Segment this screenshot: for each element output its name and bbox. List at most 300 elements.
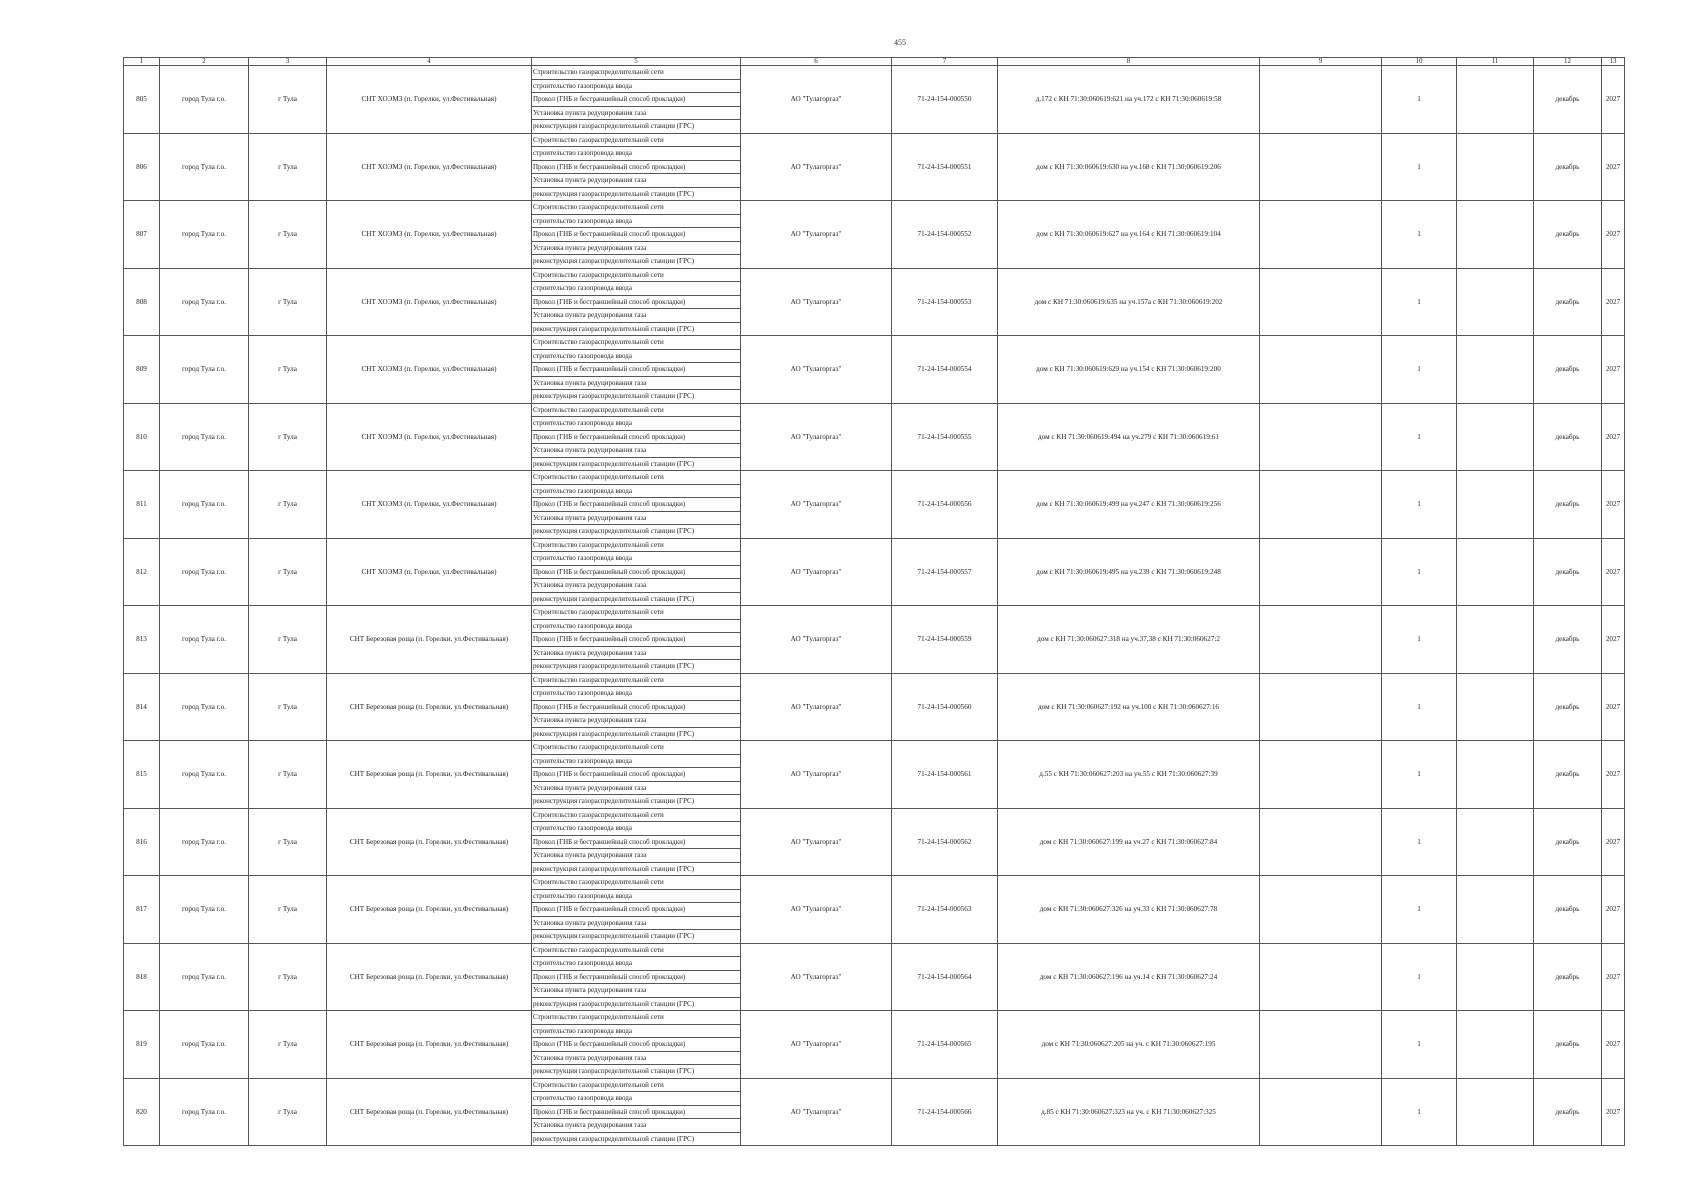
row-number-cell: 805 xyxy=(124,66,160,134)
month-cell: декабрь xyxy=(1534,268,1602,336)
column-11-cell xyxy=(1457,268,1534,336)
year-cell: 2027 xyxy=(1602,1011,1625,1079)
work-type-cell: Прокол (ГНБ и бестраншейный способ прокладки) xyxy=(532,903,741,917)
quantity-cell: 1 xyxy=(1382,673,1457,741)
work-type-cell: Установка пункта редуцирования газа xyxy=(532,174,741,188)
address-cell: дом с КН 71:30:060627:196 на уч.14 с КН 71:30:060627:24 xyxy=(998,943,1260,1011)
locality-cell: г Тула xyxy=(249,403,327,471)
column-9-cell xyxy=(1260,606,1382,674)
row-number-cell: 815 xyxy=(124,741,160,809)
district-cell: город Тула г.о. xyxy=(160,876,249,944)
object-name-cell: СНТ Березовая роща (п. Горелки, ул.Фестивальная) xyxy=(327,808,532,876)
work-type-cell: реконструкция газораспределительной станции (ГРС) xyxy=(532,795,741,809)
column-11-cell xyxy=(1457,808,1534,876)
work-type-cell: реконструкция газораспределительной станции (ГРС) xyxy=(532,390,741,404)
district-cell: город Тула г.о. xyxy=(160,673,249,741)
year-cell: 2027 xyxy=(1602,876,1625,944)
month-cell: декабрь xyxy=(1534,201,1602,269)
object-name-cell: СНТ ХОЭМЗ (п. Горелки, ул.Фестивальная) xyxy=(327,471,532,539)
column-header-row xyxy=(124,58,1625,66)
row-number-cell: 808 xyxy=(124,268,160,336)
quantity-cell: 1 xyxy=(1382,741,1457,809)
work-type-cell: строительство газопровода ввода xyxy=(532,754,741,768)
column-header: 6 xyxy=(741,58,892,66)
work-type-cell: строительство газопровода ввода xyxy=(532,79,741,93)
year-cell: 2027 xyxy=(1602,336,1625,404)
column-header: 1 xyxy=(124,58,160,66)
table-row xyxy=(124,943,1625,957)
work-type-cell: Прокол (ГНБ и бестраншейный способ прокладки) xyxy=(532,160,741,174)
address-cell: дом с КН 71:30:060619:499 на уч.247 с КН 71:30:060619:256 xyxy=(998,471,1260,539)
table-row xyxy=(124,66,1625,80)
row-number-cell: 812 xyxy=(124,538,160,606)
district-cell: город Тула г.о. xyxy=(160,66,249,134)
work-type-cell: Прокол (ГНБ и бестраншейный способ прокладки) xyxy=(532,1105,741,1119)
district-cell: город Тула г.о. xyxy=(160,471,249,539)
application-code-cell: 71-24-154-000562 xyxy=(892,808,998,876)
work-type-cell: Прокол (ГНБ и бестраншейный способ прокладки) xyxy=(532,93,741,107)
column-9-cell xyxy=(1260,876,1382,944)
table-row xyxy=(124,606,1625,620)
table-row xyxy=(124,808,1625,822)
address-cell: дом с КН 71:30:060619:629 на уч.154 с КН 71:30:060619:200 xyxy=(998,336,1260,404)
year-cell: 2027 xyxy=(1602,741,1625,809)
quantity-cell: 1 xyxy=(1382,403,1457,471)
work-type-cell: строительство газопровода ввода xyxy=(532,1092,741,1106)
work-type-cell: Прокол (ГНБ и бестраншейный способ прокладки) xyxy=(532,970,741,984)
year-cell: 2027 xyxy=(1602,673,1625,741)
month-cell: декабрь xyxy=(1534,943,1602,1011)
table-row xyxy=(124,336,1625,350)
column-header: 10 xyxy=(1382,58,1457,66)
table-row xyxy=(124,741,1625,755)
column-11-cell xyxy=(1457,336,1534,404)
year-cell: 2027 xyxy=(1602,606,1625,674)
row-number-cell: 810 xyxy=(124,403,160,471)
address-cell: дом с КН 71:30:060619:495 на уч.239 с КН 71:30:060619:248 xyxy=(998,538,1260,606)
address-cell: дом с КН 71:30:060627:205 на уч. с КН 71:30:060627:195 xyxy=(998,1011,1260,1079)
work-type-cell: строительство газопровода ввода xyxy=(532,417,741,431)
table-row xyxy=(124,133,1625,147)
organization-cell: АО "Тулагоргаз" xyxy=(741,1078,892,1146)
work-type-cell: Установка пункта редуцирования газа xyxy=(532,714,741,728)
work-type-cell: реконструкция газораспределительной станции (ГРС) xyxy=(532,120,741,134)
column-11-cell xyxy=(1457,1078,1534,1146)
district-cell: город Тула г.о. xyxy=(160,133,249,201)
row-number-cell: 817 xyxy=(124,876,160,944)
column-11-cell xyxy=(1457,943,1534,1011)
work-type-cell: Строительство газораспределительной сети xyxy=(532,606,741,620)
quantity-cell: 1 xyxy=(1382,336,1457,404)
quantity-cell: 1 xyxy=(1382,1078,1457,1146)
column-9-cell xyxy=(1260,336,1382,404)
organization-cell: АО "Тулагоргаз" xyxy=(741,808,892,876)
work-type-cell: реконструкция газораспределительной станции (ГРС) xyxy=(532,1132,741,1146)
organization-cell: АО "Тулагоргаз" xyxy=(741,876,892,944)
work-type-cell: строительство газопровода ввода xyxy=(532,1024,741,1038)
address-cell: дом с КН 71:30:060619:630 на уч.168 с КН 71:30:060619:206 xyxy=(998,133,1260,201)
work-type-cell: Строительство газораспределительной сети xyxy=(532,1078,741,1092)
row-number-cell: 819 xyxy=(124,1011,160,1079)
work-type-cell: Установка пункта редуцирования газа xyxy=(532,916,741,930)
district-cell: город Тула г.о. xyxy=(160,336,249,404)
column-9-cell xyxy=(1260,133,1382,201)
work-type-cell: Прокол (ГНБ и бестраншейный способ прокладки) xyxy=(532,700,741,714)
month-cell: декабрь xyxy=(1534,538,1602,606)
application-code-cell: 71-24-154-000556 xyxy=(892,471,998,539)
column-11-cell xyxy=(1457,403,1534,471)
column-header: 13 xyxy=(1602,58,1625,66)
column-9-cell xyxy=(1260,1011,1382,1079)
organization-cell: АО "Тулагоргаз" xyxy=(741,66,892,134)
column-11-cell xyxy=(1457,1011,1534,1079)
column-11-cell xyxy=(1457,471,1534,539)
row-number-cell: 820 xyxy=(124,1078,160,1146)
column-9-cell xyxy=(1260,268,1382,336)
quantity-cell: 1 xyxy=(1382,268,1457,336)
row-number-cell: 809 xyxy=(124,336,160,404)
district-cell: город Тула г.о. xyxy=(160,1078,249,1146)
column-11-cell xyxy=(1457,741,1534,809)
quantity-cell: 1 xyxy=(1382,133,1457,201)
year-cell: 2027 xyxy=(1602,1078,1625,1146)
object-name-cell: СНТ ХОЭМЗ (п. Горелки, ул.Фестивальная) xyxy=(327,268,532,336)
work-type-cell: Установка пункта редуцирования газа xyxy=(532,1051,741,1065)
month-cell: декабрь xyxy=(1534,471,1602,539)
application-code-cell: 71-24-154-000566 xyxy=(892,1078,998,1146)
row-number-cell: 818 xyxy=(124,943,160,1011)
locality-cell: г Тула xyxy=(249,201,327,269)
work-type-cell: реконструкция газораспределительной станции (ГРС) xyxy=(532,862,741,876)
year-cell: 2027 xyxy=(1602,943,1625,1011)
work-type-cell: Установка пункта редуцирования газа xyxy=(532,511,741,525)
organization-cell: АО "Тулагоргаз" xyxy=(741,268,892,336)
work-type-cell: строительство газопровода ввода xyxy=(532,214,741,228)
work-type-cell: реконструкция газораспределительной станции (ГРС) xyxy=(532,525,741,539)
application-code-cell: 71-24-154-000564 xyxy=(892,943,998,1011)
year-cell: 2027 xyxy=(1602,403,1625,471)
column-9-cell xyxy=(1260,66,1382,134)
address-cell: дом с КН 71:30:060627:199 на уч.27 с КН 71:30:060627:84 xyxy=(998,808,1260,876)
column-11-cell xyxy=(1457,538,1534,606)
row-number-cell: 811 xyxy=(124,471,160,539)
work-type-cell: Установка пункта редуцирования газа xyxy=(532,984,741,998)
quantity-cell: 1 xyxy=(1382,201,1457,269)
column-9-cell xyxy=(1260,741,1382,809)
locality-cell: г Тула xyxy=(249,876,327,944)
application-code-cell: 71-24-154-000563 xyxy=(892,876,998,944)
address-cell: д.172 с КН 71:30:060619:621 на уч.172 с КН 71:30:060619:58 xyxy=(998,66,1260,134)
column-11-cell xyxy=(1457,606,1534,674)
organization-cell: АО "Тулагоргаз" xyxy=(741,538,892,606)
column-header: 7 xyxy=(892,58,998,66)
quantity-cell: 1 xyxy=(1382,66,1457,134)
work-type-cell: строительство газопровода ввода xyxy=(532,687,741,701)
column-header: 9 xyxy=(1260,58,1382,66)
address-cell: дом с КН 71:30:060619:627 на уч.164 с КН 71:30:060619:104 xyxy=(998,201,1260,269)
table-row xyxy=(124,403,1625,417)
work-type-cell: Строительство газораспределительной сети xyxy=(532,201,741,215)
work-type-cell: реконструкция газораспределительной станции (ГРС) xyxy=(532,592,741,606)
row-number-cell: 814 xyxy=(124,673,160,741)
work-type-cell: реконструкция газораспределительной станции (ГРС) xyxy=(532,457,741,471)
work-type-cell: Строительство газораспределительной сети xyxy=(532,1011,741,1025)
year-cell: 2027 xyxy=(1602,133,1625,201)
work-type-cell: Прокол (ГНБ и бестраншейный способ прокладки) xyxy=(532,768,741,782)
locality-cell: г Тула xyxy=(249,1078,327,1146)
month-cell: декабрь xyxy=(1534,1078,1602,1146)
work-type-cell: Строительство газораспределительной сети xyxy=(532,943,741,957)
table-row xyxy=(124,673,1625,687)
district-cell: город Тула г.о. xyxy=(160,538,249,606)
column-9-cell xyxy=(1260,673,1382,741)
locality-cell: г Тула xyxy=(249,133,327,201)
application-code-cell: 71-24-154-000551 xyxy=(892,133,998,201)
work-type-cell: реконструкция газораспределительной станции (ГРС) xyxy=(532,660,741,674)
application-code-cell: 71-24-154-000561 xyxy=(892,741,998,809)
district-cell: город Тула г.о. xyxy=(160,201,249,269)
object-name-cell: СНТ ХОЭМЗ (п. Горелки, ул.Фестивальная) xyxy=(327,133,532,201)
quantity-cell: 1 xyxy=(1382,876,1457,944)
district-cell: город Тула г.о. xyxy=(160,943,249,1011)
work-type-cell: Прокол (ГНБ и бестраншейный способ прокладки) xyxy=(532,430,741,444)
locality-cell: г Тула xyxy=(249,66,327,134)
page-number: 455 xyxy=(894,38,906,47)
application-code-cell: 71-24-154-000559 xyxy=(892,606,998,674)
column-header: 12 xyxy=(1534,58,1602,66)
work-type-cell: Строительство газораспределительной сети xyxy=(532,538,741,552)
locality-cell: г Тула xyxy=(249,673,327,741)
address-cell: д.85 с КН 71:30:060627:323 на уч. с КН 71:30:060627:325 xyxy=(998,1078,1260,1146)
application-code-cell: 71-24-154-000565 xyxy=(892,1011,998,1079)
month-cell: декабрь xyxy=(1534,66,1602,134)
application-code-cell: 71-24-154-000555 xyxy=(892,403,998,471)
column-9-cell xyxy=(1260,1078,1382,1146)
work-type-cell: Прокол (ГНБ и бестраншейный способ прокладки) xyxy=(532,363,741,377)
year-cell: 2027 xyxy=(1602,201,1625,269)
year-cell: 2027 xyxy=(1602,808,1625,876)
table-row xyxy=(124,538,1625,552)
work-type-cell: Строительство газораспределительной сети xyxy=(532,876,741,890)
work-type-cell: Установка пункта редуцирования газа xyxy=(532,781,741,795)
object-name-cell: СНТ ХОЭМЗ (п. Горелки, ул.Фестивальная) xyxy=(327,403,532,471)
object-name-cell: СНТ Березовая роща (п. Горелки, ул.Фестивальная) xyxy=(327,673,532,741)
work-type-cell: строительство газопровода ввода xyxy=(532,619,741,633)
locality-cell: г Тула xyxy=(249,268,327,336)
work-type-cell: строительство газопровода ввода xyxy=(532,282,741,296)
address-cell: дом с КН 71:30:060619:635 на уч.157а с КН 71:30:060619:202 xyxy=(998,268,1260,336)
organization-cell: АО "Тулагоргаз" xyxy=(741,201,892,269)
locality-cell: г Тула xyxy=(249,741,327,809)
column-9-cell xyxy=(1260,403,1382,471)
column-11-cell xyxy=(1457,673,1534,741)
work-type-cell: Прокол (ГНБ и бестраншейный способ прокладки) xyxy=(532,633,741,647)
district-cell: город Тула г.о. xyxy=(160,741,249,809)
address-cell: дом с КН 71:30:060627:318 на уч.37,38 с КН 71:30:060627:2 xyxy=(998,606,1260,674)
work-type-cell: Строительство газораспределительной сети xyxy=(532,66,741,80)
quantity-cell: 1 xyxy=(1382,606,1457,674)
organization-cell: АО "Тулагоргаз" xyxy=(741,403,892,471)
quantity-cell: 1 xyxy=(1382,538,1457,606)
column-header: 11 xyxy=(1457,58,1534,66)
organization-cell: АО "Тулагоргаз" xyxy=(741,336,892,404)
object-name-cell: СНТ Березовая роща (п. Горелки, ул.Фестивальная) xyxy=(327,606,532,674)
organization-cell: АО "Тулагоргаз" xyxy=(741,673,892,741)
work-type-cell: реконструкция газораспределительной станции (ГРС) xyxy=(532,997,741,1011)
work-type-cell: Строительство газораспределительной сети xyxy=(532,336,741,350)
column-header: 3 xyxy=(249,58,327,66)
address-cell: дом с КН 71:30:060627:192 на уч.100 с КН 71:30:060627:16 xyxy=(998,673,1260,741)
row-number-cell: 806 xyxy=(124,133,160,201)
district-cell: город Тула г.о. xyxy=(160,1011,249,1079)
work-type-cell: Установка пункта редуцирования газа xyxy=(532,376,741,390)
organization-cell: АО "Тулагоргаз" xyxy=(741,943,892,1011)
year-cell: 2027 xyxy=(1602,538,1625,606)
work-type-cell: Установка пункта редуцирования газа xyxy=(532,579,741,593)
work-type-cell: строительство газопровода ввода xyxy=(532,552,741,566)
application-code-cell: 71-24-154-000554 xyxy=(892,336,998,404)
gasification-register-table xyxy=(123,57,1625,1146)
locality-cell: г Тула xyxy=(249,943,327,1011)
locality-cell: г Тула xyxy=(249,336,327,404)
object-name-cell: СНТ ХОЭМЗ (п. Горелки, ул.Фестивальная) xyxy=(327,336,532,404)
locality-cell: г Тула xyxy=(249,538,327,606)
object-name-cell: СНТ Березовая роща (п. Горелки, ул.Фестивальная) xyxy=(327,1078,532,1146)
object-name-cell: СНТ ХОЭМЗ (п. Горелки, ул.Фестивальная) xyxy=(327,66,532,134)
work-type-cell: Установка пункта редуцирования газа xyxy=(532,309,741,323)
work-type-cell: строительство газопровода ввода xyxy=(532,349,741,363)
work-type-cell: Установка пункта редуцирования газа xyxy=(532,241,741,255)
row-number-cell: 813 xyxy=(124,606,160,674)
work-type-cell: Строительство газораспределительной сети xyxy=(532,471,741,485)
month-cell: декабрь xyxy=(1534,403,1602,471)
quantity-cell: 1 xyxy=(1382,471,1457,539)
work-type-cell: строительство газопровода ввода xyxy=(532,147,741,161)
table-row xyxy=(124,471,1625,485)
work-type-cell: Строительство газораспределительной сети xyxy=(532,268,741,282)
application-code-cell: 71-24-154-000550 xyxy=(892,66,998,134)
column-9-cell xyxy=(1260,808,1382,876)
month-cell: декабрь xyxy=(1534,876,1602,944)
address-cell: дом с КН 71:30:060619:494 на уч.279 с КН 71:30:060619:61 xyxy=(998,403,1260,471)
column-11-cell xyxy=(1457,133,1534,201)
object-name-cell: СНТ Березовая роща (п. Горелки, ул.Фестивальная) xyxy=(327,876,532,944)
work-type-cell: реконструкция газораспределительной станции (ГРС) xyxy=(532,1065,741,1079)
month-cell: декабрь xyxy=(1534,673,1602,741)
work-type-cell: строительство газопровода ввода xyxy=(532,822,741,836)
table-row xyxy=(124,201,1625,215)
month-cell: декабрь xyxy=(1534,336,1602,404)
column-9-cell xyxy=(1260,471,1382,539)
table-row xyxy=(124,1011,1625,1025)
column-header: 8 xyxy=(998,58,1260,66)
work-type-cell: Строительство газораспределительной сети xyxy=(532,808,741,822)
table-row xyxy=(124,876,1625,890)
month-cell: декабрь xyxy=(1534,1011,1602,1079)
work-type-cell: Строительство газораспределительной сети xyxy=(532,741,741,755)
object-name-cell: СНТ Березовая роща (п. Горелки, ул.Фестивальная) xyxy=(327,1011,532,1079)
quantity-cell: 1 xyxy=(1382,1011,1457,1079)
table-row xyxy=(124,1078,1625,1092)
row-number-cell: 807 xyxy=(124,201,160,269)
district-cell: город Тула г.о. xyxy=(160,403,249,471)
application-code-cell: 71-24-154-000553 xyxy=(892,268,998,336)
column-11-cell xyxy=(1457,201,1534,269)
work-type-cell: Прокол (ГНБ и бестраншейный способ прокладки) xyxy=(532,228,741,242)
application-code-cell: 71-24-154-000552 xyxy=(892,201,998,269)
work-type-cell: реконструкция газораспределительной станции (ГРС) xyxy=(532,255,741,269)
year-cell: 2027 xyxy=(1602,471,1625,539)
year-cell: 2027 xyxy=(1602,268,1625,336)
month-cell: декабрь xyxy=(1534,808,1602,876)
work-type-cell: реконструкция газораспределительной станции (ГРС) xyxy=(532,727,741,741)
work-type-cell: строительство газопровода ввода xyxy=(532,484,741,498)
column-11-cell xyxy=(1457,66,1534,134)
work-type-cell: Прокол (ГНБ и бестраншейный способ прокладки) xyxy=(532,565,741,579)
work-type-cell: Установка пункта редуцирования газа xyxy=(532,106,741,120)
work-type-cell: Прокол (ГНБ и бестраншейный способ прокладки) xyxy=(532,295,741,309)
row-number-cell: 816 xyxy=(124,808,160,876)
work-type-cell: Установка пункта редуцирования газа xyxy=(532,1119,741,1133)
organization-cell: АО "Тулагоргаз" xyxy=(741,741,892,809)
locality-cell: г Тула xyxy=(249,808,327,876)
object-name-cell: СНТ Березовая роща (п. Горелки, ул.Фестивальная) xyxy=(327,943,532,1011)
locality-cell: г Тула xyxy=(249,606,327,674)
work-type-cell: Прокол (ГНБ и бестраншейный способ прокладки) xyxy=(532,835,741,849)
work-type-cell: реконструкция газораспределительной станции (ГРС) xyxy=(532,322,741,336)
work-type-cell: Строительство газораспределительной сети xyxy=(532,673,741,687)
column-9-cell xyxy=(1260,201,1382,269)
month-cell: декабрь xyxy=(1534,741,1602,809)
work-type-cell: Установка пункта редуцирования газа xyxy=(532,849,741,863)
work-type-cell: строительство газопровода ввода xyxy=(532,957,741,971)
work-type-cell: Установка пункта редуцирования газа xyxy=(532,646,741,660)
quantity-cell: 1 xyxy=(1382,943,1457,1011)
district-cell: город Тула г.о. xyxy=(160,606,249,674)
district-cell: город Тула г.о. xyxy=(160,268,249,336)
work-type-cell: Строительство газораспределительной сети xyxy=(532,403,741,417)
work-type-cell: Установка пункта редуцирования газа xyxy=(532,444,741,458)
locality-cell: г Тула xyxy=(249,471,327,539)
column-header: 4 xyxy=(327,58,532,66)
organization-cell: АО "Тулагоргаз" xyxy=(741,1011,892,1079)
object-name-cell: СНТ Березовая роща (п. Горелки, ул.Фестивальная) xyxy=(327,741,532,809)
address-cell: дом с КН 71:30:060627:326 на уч.33 с КН 71:30:060627:78 xyxy=(998,876,1260,944)
column-9-cell xyxy=(1260,538,1382,606)
column-9-cell xyxy=(1260,943,1382,1011)
district-cell: город Тула г.о. xyxy=(160,808,249,876)
object-name-cell: СНТ ХОЭМЗ (п. Горелки, ул.Фестивальная) xyxy=(327,201,532,269)
work-type-cell: реконструкция газораспределительной станции (ГРС) xyxy=(532,187,741,201)
work-type-cell: строительство газопровода ввода xyxy=(532,889,741,903)
quantity-cell: 1 xyxy=(1382,808,1457,876)
table-row xyxy=(124,268,1625,282)
organization-cell: АО "Тулагоргаз" xyxy=(741,471,892,539)
application-code-cell: 71-24-154-000557 xyxy=(892,538,998,606)
year-cell: 2027 xyxy=(1602,66,1625,134)
work-type-cell: реконструкция газораспределительной станции (ГРС) xyxy=(532,930,741,944)
application-code-cell: 71-24-154-000560 xyxy=(892,673,998,741)
organization-cell: АО "Тулагоргаз" xyxy=(741,133,892,201)
month-cell: декабрь xyxy=(1534,133,1602,201)
column-header: 2 xyxy=(160,58,249,66)
column-header: 5 xyxy=(532,58,741,66)
column-11-cell xyxy=(1457,876,1534,944)
organization-cell: АО "Тулагоргаз" xyxy=(741,606,892,674)
address-cell: д.55 с КН 71:30:060627:203 на уч.55 с КН 71:30:060627:39 xyxy=(998,741,1260,809)
work-type-cell: Строительство газораспределительной сети xyxy=(532,133,741,147)
month-cell: декабрь xyxy=(1534,606,1602,674)
